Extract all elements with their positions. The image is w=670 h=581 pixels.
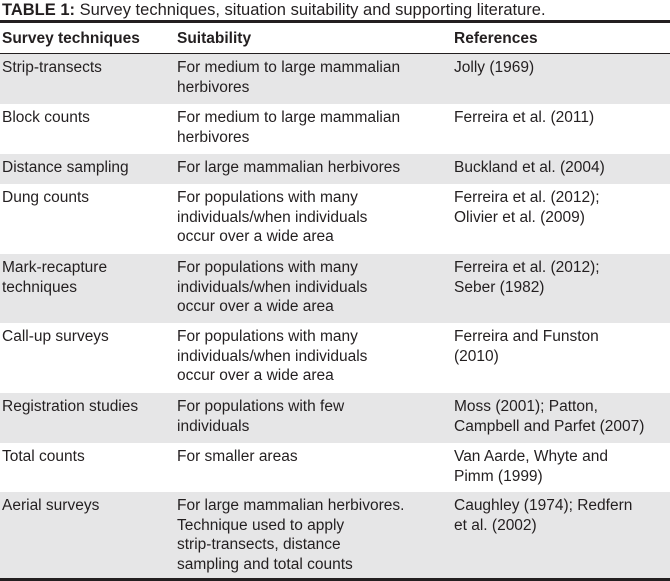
- table-row: [0, 443, 670, 492]
- references-cell: Jolly (1969): [454, 59, 535, 76]
- suitability-cell: For medium to large mammalian herbivores: [177, 59, 401, 96]
- table-row: [0, 184, 670, 254]
- technique-cell: Call-up surveys: [2, 328, 109, 345]
- table-row: [0, 393, 670, 443]
- suitability-cell: For large mammalian herbivores. Technique used to apply strip-transects, distance sampling and total counts: [177, 497, 405, 573]
- technique-cell: Aerial surveys: [2, 497, 100, 514]
- references-cell: Ferreira et al. (2011): [454, 109, 595, 126]
- suitability-cell: For populations with few individuals: [177, 398, 345, 435]
- suitability-cell: For medium to large mammalian herbivores: [177, 109, 401, 146]
- technique-cell: Registration studies: [2, 398, 139, 415]
- references-cell: Moss (2001); Patton, Campbell and Parfet (2007): [454, 398, 645, 435]
- suitability-cell: For smaller areas: [177, 448, 298, 465]
- table-row: [0, 254, 670, 323]
- technique-cell: Distance sampling: [2, 159, 129, 176]
- table-row: [0, 492, 670, 578]
- header-survey-techniques: Survey techniques: [2, 30, 140, 47]
- header-references: References: [454, 30, 538, 47]
- technique-cell: Strip-transects: [2, 59, 102, 76]
- table-row: [0, 54, 670, 104]
- table-row: [0, 154, 670, 184]
- table-caption-label: TABLE 1:: [2, 1, 76, 19]
- references-cell: Ferreira and Funston (2010): [454, 328, 599, 365]
- technique-cell: Block counts: [2, 109, 90, 126]
- suitability-cell: For populations with many individuals/when individuals occur over a wide area: [177, 328, 368, 384]
- technique-cell: Total counts: [2, 448, 85, 465]
- suitability-cell: For populations with many individuals/when individuals occur over a wide area: [177, 259, 368, 315]
- header-suitability: Suitability: [177, 30, 252, 47]
- table-row: [0, 104, 670, 154]
- table-header-row: [0, 23, 670, 54]
- references-cell: Buckland et al. (2004): [454, 159, 605, 176]
- table-body: [0, 54, 670, 578]
- table-row: [0, 323, 670, 393]
- references-cell: Caughley (1974); Redfern et al. (2002): [454, 497, 633, 534]
- references-cell: Ferreira et al. (2012); Seber (1982): [454, 259, 600, 296]
- table-caption-text: Survey techniques, situation suitability and supporting literature.: [75, 1, 546, 19]
- references-cell: Van Aarde, Whyte and Pimm (1999): [454, 448, 608, 485]
- technique-cell: Dung counts: [2, 189, 90, 206]
- suitability-cell: For populations with many individuals/when individuals occur over a wide area: [177, 189, 368, 245]
- table-caption: [0, 0, 670, 20]
- suitability-cell: For large mammalian herbivores: [177, 159, 401, 176]
- technique-cell: Mark-recapture techniques: [2, 259, 108, 296]
- references-cell: Ferreira et al. (2012); Olivier et al. (2009): [454, 189, 600, 226]
